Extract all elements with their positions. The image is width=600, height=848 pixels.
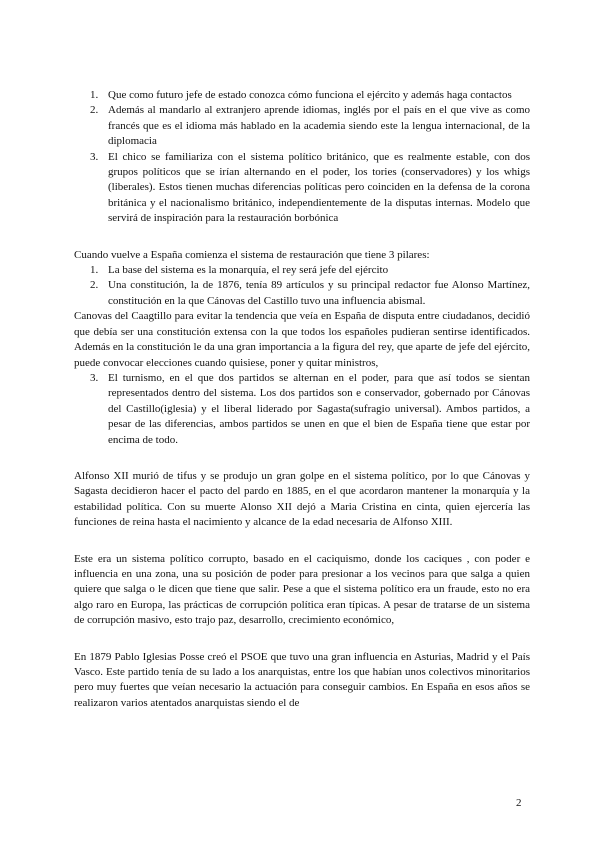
list-item	[74, 88, 530, 103]
list-item	[74, 103, 530, 149]
pillars-list-continued	[74, 371, 530, 448]
paragraph: Este era un sistema político corrupto, basado en el caciquismo, donde los caciques , con poder e influencia en una zona, una su posición de poder para presionar a los vecinos para que salga a quien quiere que salga o le dicen que tiene que salir. Pese a que el sistema político era un fraude, esto no era algo raro en Europa, las prácticas de corrupción política eran típicas. A pesar de tratarse de un sistema de corrupción masivo, esto trajo paz, desarrollo, crecimiento económico,	[74, 552, 530, 627]
list-number: 2.	[90, 279, 99, 292]
list-item	[74, 263, 530, 278]
list-number: 1.	[90, 89, 99, 101]
list-number: 3.	[90, 150, 99, 163]
list-text: La base del sistema es la monarquía, el rey será jefe del ejército	[108, 264, 389, 277]
list-item	[74, 150, 530, 227]
list-item	[74, 371, 530, 448]
list-text: Además al mandarlo al extranjero aprende idiomas, inglés por el país en el que vive as como francés que es el idioma más hablado en la academia siendo este la lengua internacional, de la diplomacia	[108, 104, 530, 148]
paragraph: En 1879 Pablo Iglesias Posse creó el PSOE que tuvo una gran influencia en Asturias, Madrid y el País Vasco. Este partido tenía de su lado a los anarquistas, entre los que habían unos colectivos minoritarios pero muy fuertes que veían necesario la actuación para conseguir cambios. En España en esos años se realizaron varios atentados anarquistas siendo el de	[74, 650, 530, 709]
paragraph: Alfonso XII murió de tifus y se produjo un gran golpe en el sistema político, por lo que Cánovas y Sagasta decidieron hacer el pacto del pardo en 1885, en el que acordaron mantener la monarquía y la estabilidad política. Con su muerte Alonso XII dejó a Maria Cristina en cinta, quien ejercería las funciones de reina hasta el nacimiento y alcance de la edad necesaria de Alfonso XIII.	[74, 469, 530, 529]
list-number: 2.	[90, 104, 99, 117]
list-item	[74, 278, 530, 309]
page-number: 2	[516, 797, 522, 809]
list-text: Una constitución, la de 1876, tenía 89 artículos y su principal redactor fue Alonso Martínez, constitución en la que Cánovas del Castillo tuvo una influencia abismal.	[108, 279, 530, 307]
list-number: 3.	[90, 371, 99, 384]
list-text: El chico se familiariza con el sistema político británico, que es realmente estable, con dos grupos políticos que se irían alternando en el poder, los tories (conservadores) y los whigs (liberales). Estos tienen muchas diferencias políticas pero coinciden en la defensa de la corona británica y el nacionalismo británico, independientemente de la disputas internas. Modelo que servirá de inspiración para la restauración borbónica	[108, 150, 530, 225]
pillars-list	[74, 263, 530, 309]
list-text: Que como futuro jefe de estado conozca cómo funciona el ejército y además haga contactos	[108, 89, 512, 101]
list-text: El turnismo, en el que dos partidos se alternan en el poder, para que así todos se sientan representados dentro del sistema. Los dos partidos son e conservador, gobernado por Cánovas del Castillo(iglesia) y el liberal liderado por Sagasta(sufragio universal). Ambos partidos, a pesar de las diferencias, ambos partidos se unen en que el bien de España tiene que estar por encima de todo.	[108, 371, 530, 446]
upbringing-list	[74, 88, 530, 227]
document-body	[74, 88, 530, 711]
restoration-intro: Cuando vuelve a España comienza el sistema de restauración que tiene 3 pilares:	[74, 248, 430, 261]
canovas-paragraph: Canovas del Caagtillo para evitar la tendencia que veía en España de disputa entre ciudadanos, decidió que debía ser una constitución extensa con la que todos los españoles pudieran sentirse identificados. Además en la constitución le da una gran importancia a la figura del rey, que aparte de jefe del ejército, puede convocar elecciones cuando quisiese, poner y quitar ministros,	[74, 310, 530, 369]
list-number: 1.	[90, 264, 99, 277]
